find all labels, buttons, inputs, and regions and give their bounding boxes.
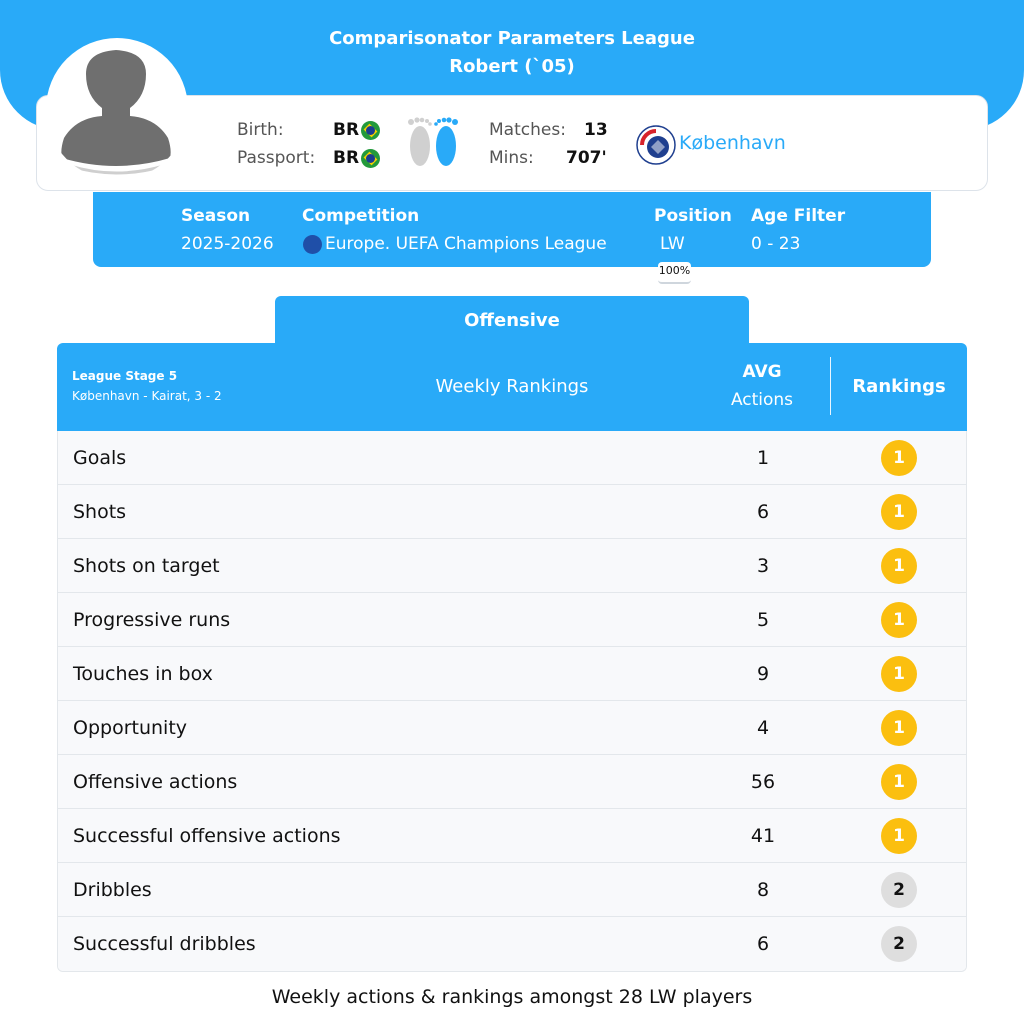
table-row: [58, 593, 966, 647]
age-filter-label: Age Filter: [751, 206, 846, 226]
position-value[interactable]: LW: [660, 234, 685, 254]
table-row: [58, 701, 966, 755]
competition-value[interactable]: Europe. UEFA Champions League: [325, 234, 607, 254]
position-percentage-badge: 100%: [658, 262, 691, 284]
avg-header: AVG: [742, 362, 782, 382]
row-label: Offensive actions: [73, 771, 238, 793]
avatar-silhouette-icon: [46, 38, 188, 180]
avatar: [46, 38, 188, 180]
season-label: Season: [181, 206, 251, 226]
birth-label: Birth:: [237, 120, 284, 140]
table-row: [58, 755, 966, 809]
stage-title: League Stage 5: [72, 369, 178, 383]
brazil-flag-icon: [361, 149, 380, 168]
table-row: [58, 647, 966, 701]
stats-table: [57, 431, 967, 972]
row-value: 9: [756, 663, 770, 685]
tab-offensive[interactable]: Offensive: [275, 296, 749, 346]
competition-label: Competition: [302, 206, 420, 226]
table-row: [58, 485, 966, 539]
row-value: 56: [750, 771, 776, 793]
passport-label: Passport:: [237, 148, 316, 168]
rank-badge: 1: [881, 656, 917, 692]
row-label: Shots on target: [73, 555, 220, 577]
table-row: [58, 809, 966, 863]
rankings-header: Rankings: [852, 376, 946, 397]
row-value: 41: [750, 825, 776, 847]
rank-badge: 1: [881, 764, 917, 800]
row-label: Opportunity: [73, 717, 188, 739]
brazil-flag-icon: [361, 121, 380, 140]
player-name: Robert (`05): [449, 56, 575, 77]
row-value: 8: [756, 879, 770, 901]
row-label: Shots: [73, 501, 127, 523]
rank-badge: 1: [881, 548, 917, 584]
feet-icon: [402, 112, 464, 174]
eu-flag-icon: [303, 235, 322, 254]
mins-value: 707': [566, 148, 607, 168]
table-row: [58, 863, 966, 917]
club-name: København: [679, 132, 786, 154]
rank-badge: 1: [881, 602, 917, 638]
table-row: [58, 431, 966, 485]
row-value: 4: [756, 717, 770, 739]
matches-label: Matches:: [489, 120, 566, 140]
row-value: 6: [756, 933, 770, 955]
row-label: Progressive runs: [73, 609, 231, 631]
league-title: Comparisonator Parameters League: [329, 28, 695, 49]
rank-badge: 1: [881, 494, 917, 530]
rank-badge: 1: [881, 440, 917, 476]
row-value: 5: [756, 609, 770, 631]
stage-match: København - Kairat, 3 - 2: [72, 389, 222, 403]
mins-label: Mins:: [489, 148, 534, 168]
row-label: Goals: [73, 447, 127, 469]
age-filter-value[interactable]: 0 - 23: [751, 234, 801, 254]
passport-value: BR: [333, 148, 360, 168]
rank-badge: 1: [881, 818, 917, 854]
filter-bar: [93, 192, 931, 267]
rank-badge: 1: [881, 710, 917, 746]
matches-value: 13: [584, 120, 608, 140]
birth-value: BR: [333, 120, 360, 140]
club-crest-icon: [636, 125, 676, 165]
table-row: [58, 539, 966, 593]
weekly-rankings-header: Weekly Rankings: [435, 376, 589, 397]
row-label: Successful dribbles: [73, 933, 256, 955]
row-value: 6: [756, 501, 770, 523]
actions-header: Actions: [730, 390, 794, 410]
row-value: 3: [756, 555, 770, 577]
rank-badge: 2: [881, 926, 917, 962]
season-value[interactable]: 2025-2026: [181, 234, 274, 254]
row-value: 1: [756, 447, 770, 469]
position-label: Position: [654, 206, 732, 226]
row-label: Touches in box: [73, 663, 213, 685]
row-label: Successful offensive actions: [73, 825, 341, 847]
rank-badge: 2: [881, 872, 917, 908]
row-label: Dribbles: [73, 879, 152, 901]
table-row: [58, 917, 966, 971]
footer-caption: Weekly actions & rankings amongst 28 LW players: [271, 986, 753, 1008]
header-divider: [830, 357, 831, 415]
